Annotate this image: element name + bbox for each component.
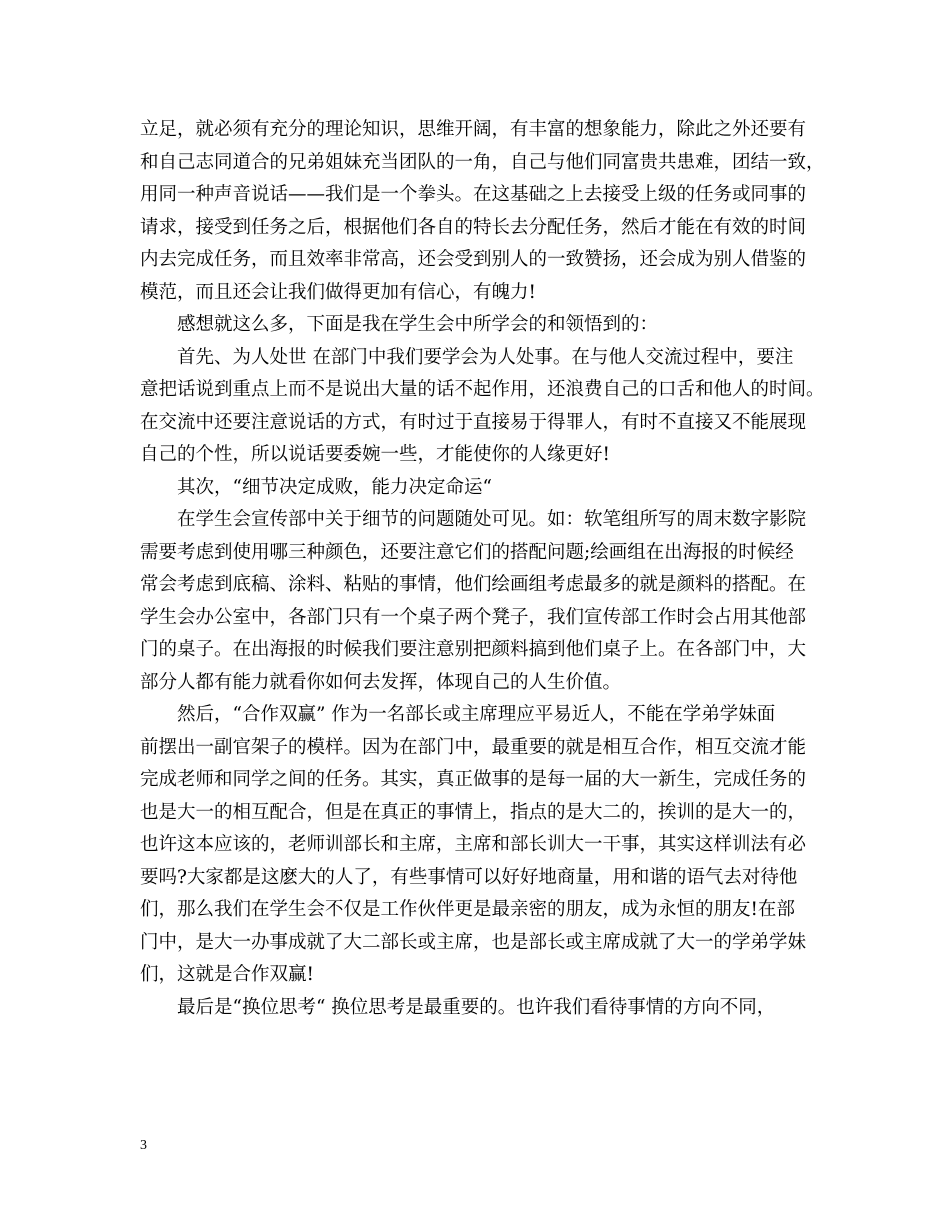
text-line: 也许这本应该的，老师训部长和主席，主席和部长训大一干事，其实这样训法有必 (140, 834, 807, 855)
text-line: 最后是“换位思考“ 换位思考是最重要的。也许我们看待事情的方向不同， (177, 996, 776, 1018)
text-line: 也是大一的相互配合，但是在真正的事情上，指点的是大二的，挨训的是大一的， (140, 801, 807, 823)
text-line: 模范，而且还会让我们做得更加有信心，有魄力! (140, 281, 536, 303)
text-line: 用同一种声音说话——我们是一个拳头。在这基础之上去接受上级的任务或同事的 (140, 184, 807, 205)
text-line: 在学生会宣传部中关于细节的问题随处可见。如：软笔组所写的周末数字影院 (177, 509, 807, 530)
document-body (140, 114, 825, 1024)
page-number: 3 (140, 1138, 147, 1153)
text-line: 请求，接受到任务之后，根据他们各自的特长去分配任务，然后才能在有效的时间 (140, 216, 807, 238)
text-line: 们，那么我们在学生会不仅是工作伙伴更是最亲密的朋友，成为永恒的朋友!在部 (140, 899, 795, 920)
text-line: 常会考虑到底稿、涂料、粘贴的事情，他们绘画组考虑最多的就是颜料的搭配。在 (140, 574, 807, 595)
text-line: 部分人都有能力就看你如何去发挥，体现自己的人生价值。 (140, 671, 622, 693)
text-line: 们，这就是合作双赢! (140, 964, 314, 985)
text-line: 然后，“合作双赢” 作为一名部长或主席理应平易近人，不能在学弟学妹面 (177, 704, 776, 725)
text-line: 内去完成任务，而且效率非常高，还会受到别人的一致赞扬，还会成为别人借鉴的 (140, 249, 807, 270)
text-line: 要吗?大家都是这麽大的人了，有些事情可以好好地商量，用和谐的语气去对待他 (140, 866, 798, 888)
text-line: 意把话说到重点上而不是说出大量的话不起作用，还浪费自己的口舌和他人的时间。 (140, 379, 825, 400)
text-line: 需要考虑到使用哪三种颜色，还要注意它们的搭配问题;绘画组在出海报的时候经 (140, 541, 794, 563)
text-line: 感想就这么多，下面是我在学生会中所学会的和领悟到的： (177, 314, 659, 335)
text-line: 自己的个性，所以说话要委婉一些，才能使你的人缘更好! (140, 444, 610, 465)
text-line: 门的桌子。在出海报的时候我们要注意别把颜料搞到他们桌子上。在各部门中，大 (140, 639, 807, 660)
text-line: 学生会办公室中，各部门只有一个桌子两个凳子，我们宣传部工作时会占用其他部 (140, 606, 807, 628)
text-line: 前摆出一副官架子的模样。因为在部门中，最重要的就是相互合作，相互交流才能 (140, 736, 807, 758)
text-line: 首先、为人处世 在部门中我们要学会为人处事。在与他人交流过程中，要注 (177, 346, 794, 368)
text-line: 门中，是大一办事成就了大二部长或主席，也是部长或主席成就了大一的学弟学妹 (140, 931, 807, 953)
text-line: 其次，“细节决定成败，能力决定命运“ (177, 476, 492, 498)
text-line: 立足，就必须有充分的理论知识，思维开阔，有丰富的想象能力，除此之外还要有 (140, 119, 807, 140)
text-line: 在交流中还要注意说话的方式，有时过于直接易于得罪人，有时不直接又不能展现 (140, 411, 807, 433)
text-line: 完成老师和同学之间的任务。其实，真正做事的是每一届的大一新生，完成任务的 (140, 769, 807, 790)
text-line: 和自己志同道合的兄弟姐妹充当团队的一角，自己与他们同富贵共患难，团结一致， (140, 151, 825, 173)
